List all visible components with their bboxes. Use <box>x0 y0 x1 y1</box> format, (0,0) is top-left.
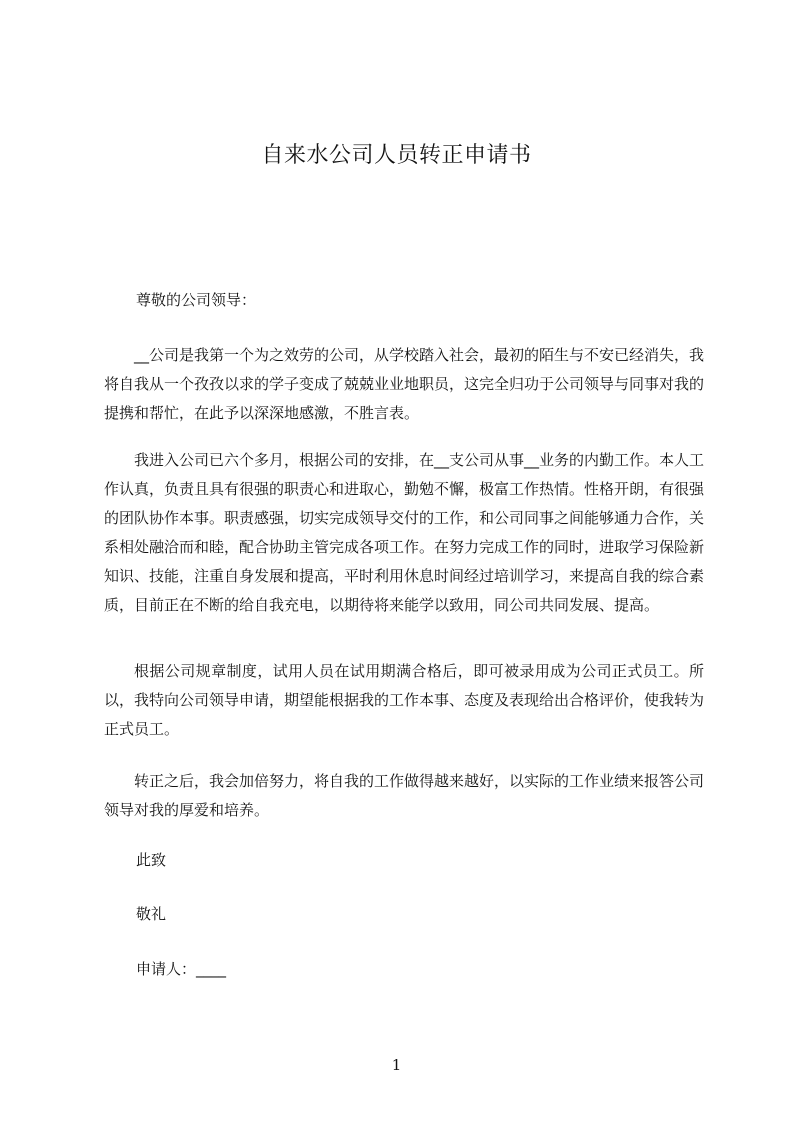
paragraph-request: 根据公司规章制度，试用人员在试用期满合格后，即可被录用成为公司正式员工。所以，我特向公司领导申请，期望能根据我的工作本事、态度及表现给出合格评价，使我转为正式员工。 <box>104 662 705 738</box>
page-number: 1 <box>391 1056 402 1074</box>
closing-salute: 敬礼 <box>136 905 167 923</box>
closing-greeting: 此致 <box>136 851 167 869</box>
paragraph-intro: __公司是我第一个为之效劳的公司，从学校踏入社会，最初的陌生与不安已经消失，我将自我从一个孜孜以求的学子变成了兢兢业业地职员，这完全归功于公司领导与同事对我的提携和帮忙，在此予以深深地感激，不胜言表。 <box>104 346 705 422</box>
paragraph-work-summary: 我进入公司已六个多月，根据公司的安排，在__支公司从事__业务的内勤工作。本人工作认真，负责且具有很强的职责心和进取心，勤勉不懈，极富工作热情。性格开朗，有很强的团队协作本事。职责感强，切实完成领导交付的工作，和公司同事之间能够通力合作，关系相处融洽而和睦，配合协助主管完成各项工作。在努力完成工作的同时，进取学习保险新知识、技能，注重自身发展和提高，平时利用休息时间经过培训学习，来提高自我的综合素质，目前正在不断的给自我充电，以期待将来能学以致用，同公司共同发展、提高。 <box>104 451 705 614</box>
paragraph-commitment: 转正之后，我会加倍努力，将自我的工作做得越来越好，以实际的工作业绩来报答公司领导对我的厚爱和培养。 <box>104 772 705 819</box>
applicant-signature-line: 申请人：____ <box>136 960 227 978</box>
salutation: 尊敬的公司领导： <box>136 291 257 309</box>
document-title: 自来水公司人员转正申请书 <box>261 143 532 168</box>
